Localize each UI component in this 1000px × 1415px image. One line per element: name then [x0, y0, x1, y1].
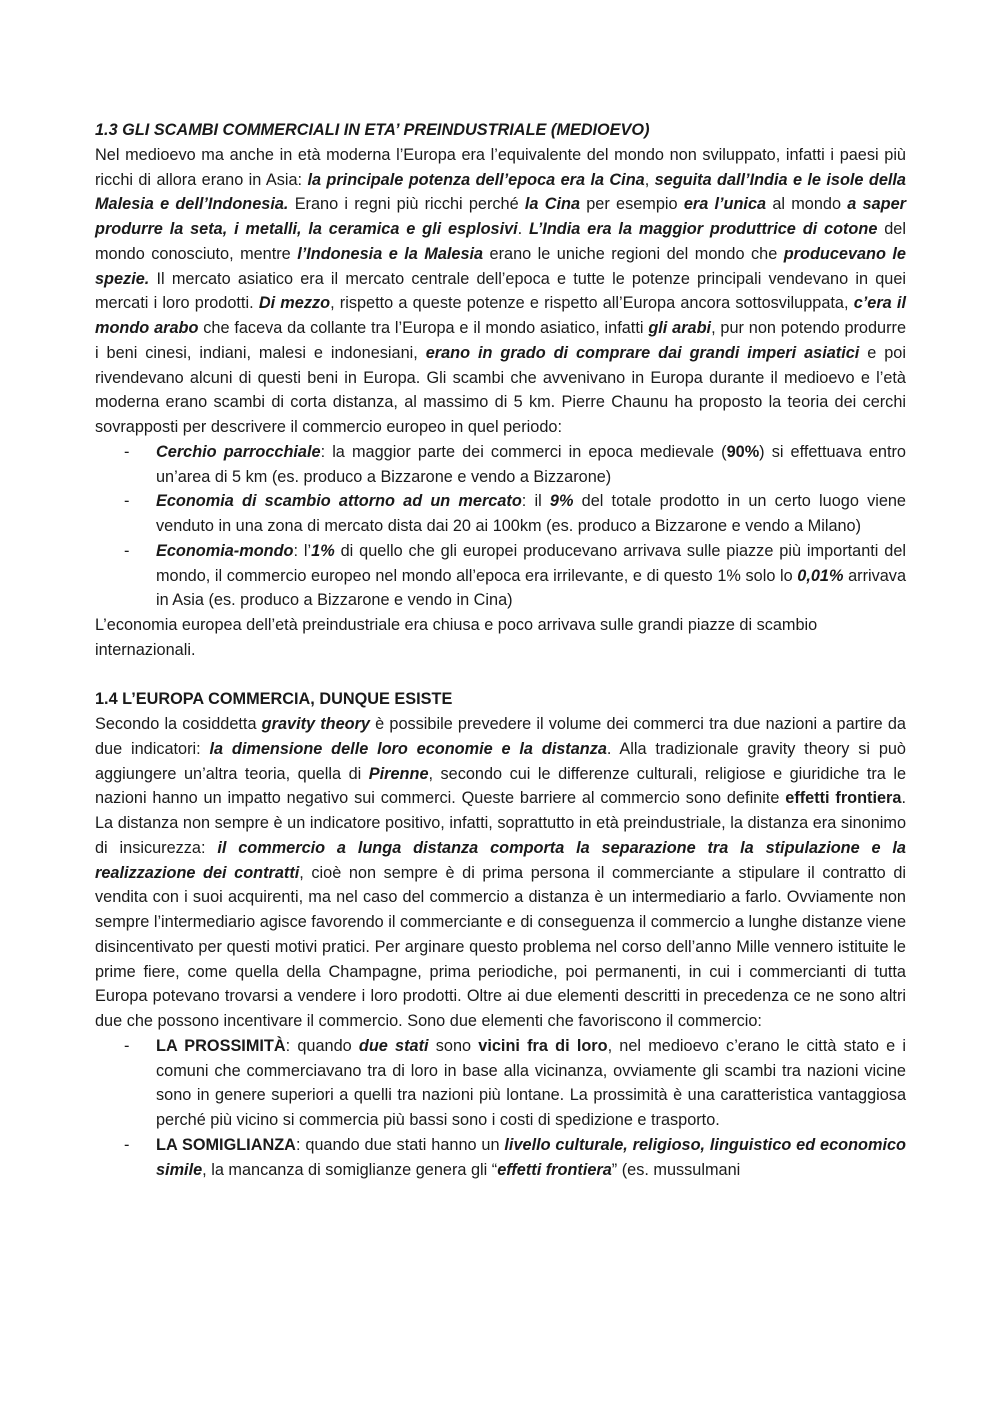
text-run: ,	[644, 170, 655, 189]
text-run: . Alla tradizionale gravity theory si può aggiungere un’altra teoria, quella di	[95, 739, 906, 783]
emphasis-run: Economia-mondo	[156, 541, 294, 560]
text-run: di quello che gli europei producevano arrivava sulle piazze più importanti del mondo, il commercio europeo nel mondo all’epoca era irrilevante, e di questo 1% solo lo	[156, 541, 907, 585]
text-run: e poi rivendevano alcuni di questi beni in Europa. Gli scambi che avvenivano in Europa durante il medioevo e l’età moderna erano scambi di corta distanza, al massimo di 5 km. Pierre Chaunu ha proposto la teoria dei cerchi sovrapposti per descrivere il commercio europeo in quel periodo:	[95, 343, 906, 436]
list-item-cerchio-parrocchiale	[95, 440, 906, 490]
emphasis-run: c’era il mondo arabo	[95, 294, 906, 337]
text-run: : quando	[285, 1036, 359, 1055]
emphasis-run: producevano le spezie.	[95, 244, 906, 288]
emphasis-run: 90%	[726, 442, 760, 461]
text-run: . La distanza non sempre è un indicatore positivo, infatti, soprattutto in età preindustriale, la distanza era sinonimo di insicurezza:	[95, 789, 906, 857]
section-1-3-paragraph	[95, 143, 906, 440]
text-run: al mondo	[766, 195, 848, 214]
emphasis-run: due stati	[358, 1036, 429, 1055]
text-run: : quando due stati hanno un	[295, 1135, 505, 1154]
text-run: del totale prodotto in un certo luogo viene venduto in una zona di mercato dista dai 20 ai 100km (es. produco a Bizzarone e vendo a Milano)	[156, 492, 906, 535]
section-1-4-paragraph	[95, 712, 906, 1034]
emphasis-run: gli arabi	[648, 319, 712, 337]
text-run: , cioè non sempre è di prima persona il commerciante a stipulare il contratto di vendita con i suoi acquirenti, ma nel caso del commercio a distanza è un intermediario a farlo. Ovviamente non sempre l’intermediario agisce favorendo il commerciante e di conseguenza il commercio a lunghe distanze viene disincentivato per questi motivi pratici. Per arginare questo problema nel corso dell’anno Mille vennero istituite le prime fiere, come quella della Champagne, prima periodiche, poi permanenti, in cui i commercianti di tutta Europa potevano trovarsi a vendere i loro prodotti. Oltre ai due elementi descritti in precedenza ce ne sono altri due che possono incentivare il commercio. Sono due elementi che favoriscono il commercio:	[95, 863, 907, 1030]
emphasis-run: LA SOMIGLIANZA	[156, 1135, 296, 1154]
section-1-3-conclusion: L’economia europea dell’età preindustriale era chiusa e poco arrivava sulle grandi piazze di scambio internazionali.	[95, 616, 818, 659]
emphasis-run: effetti frontiera	[785, 789, 902, 808]
section-1-4-list	[95, 1034, 906, 1183]
text-run: erano le uniche regioni del mondo che	[483, 244, 784, 263]
emphasis-run: Di mezzo	[258, 294, 331, 313]
emphasis-run: livello culturale, religioso, linguistico ed economico simile	[156, 1135, 906, 1179]
emphasis-run: 1%	[311, 541, 335, 560]
emphasis-run: Pirenne	[368, 764, 429, 783]
emphasis-run: la dimensione delle loro economie e la distanza	[209, 739, 607, 758]
text-run: ” (es. mussulmani	[611, 1160, 741, 1179]
text-run: , pur non potendo produrre i beni cinesi, indiani, malesi e indonesiani,	[95, 319, 906, 362]
text-run: , la mancanza di somiglianze genera gli “	[202, 1160, 498, 1179]
emphasis-run: erano in grado di comprare dai grandi imperi asiatici	[425, 343, 860, 362]
section-1-3-list	[95, 440, 906, 613]
text-run: Il mercato asiatico era il mercato centrale dell’epoca e tutte le potenze principali vendevano in quei mercati i loro prodotti.	[95, 269, 906, 313]
text-run: per esempio	[580, 195, 684, 214]
text-run: : la maggior parte dei commerci in epoca medievale (	[320, 442, 727, 461]
emphasis-run: a saper produrre la seta, i metalli, la ceramica e gli esplosivi	[95, 195, 906, 238]
emphasis-run: la Cina	[524, 195, 581, 214]
emphasis-run: effetti frontiera	[497, 1160, 612, 1179]
emphasis-run: vicini fra di loro	[478, 1036, 608, 1055]
emphasis-run: gravity theory	[261, 715, 370, 733]
text-run: .	[517, 220, 530, 238]
emphasis-run: l’Indonesia e la Malesia	[297, 244, 484, 263]
text-run: arrivava in Asia (es. produco a Bizzarone e vendo in Cina)	[156, 566, 906, 610]
emphasis-run: il commercio a lunga distanza comporta la separazione tra la stipulazione e la realizzazione dei contratti	[95, 838, 906, 882]
emphasis-run: 0,01%	[797, 566, 844, 585]
emphasis-run: 9%	[549, 492, 574, 511]
emphasis-run: L’India era la maggior produttrice di cotone	[529, 220, 878, 238]
text-run: è possibile prevedere il volume dei commerci tra due nazioni a partire da due indicatori:	[95, 715, 906, 758]
text-run: , secondo cui le differenze culturali, religiose e giuridiche tra le nazioni hanno un impatto negativo sui commerci. Queste barriere al commercio sono definite	[95, 764, 906, 808]
emphasis-run: la principale potenza dell’epoca era la Cina	[307, 170, 645, 189]
text-run: Secondo la cosiddetta	[95, 715, 262, 733]
list-item-economia-di-scambio	[95, 489, 906, 539]
text-run: : il	[521, 492, 550, 511]
emphasis-run: seguita dall’India e le isole della Malesia e dell’Indonesia.	[95, 170, 906, 214]
emphasis-run: Cerchio parrocchiale	[156, 442, 321, 461]
text-run: , nel medioevo c’erano le città stato e i comuni che commerciavano tra di loro in base alla vicinanza, ovviamente gli scambi tra nazioni vicine sono in genere superiori a quelli tra nazioni più lontane. La prossimità è una caratteristica vantaggiosa perché più vicino si commercia più bassi sono i costi di spedizione e trasporto.	[156, 1036, 907, 1129]
section-1-4-title: 1.4 L’EUROPA COMMERCIA, DUNQUE ESISTE	[95, 690, 453, 709]
text-run: del mondo conosciuto, mentre	[95, 220, 906, 263]
text-run: sono	[428, 1036, 479, 1055]
text-run: che faceva da collante tra l’Europa e il mondo asiatico, infatti	[198, 319, 649, 337]
list-item-somiglianza	[95, 1133, 906, 1183]
emphasis-run: Economia di scambio attorno ad un mercato	[156, 492, 522, 511]
list-item-prossimita	[95, 1034, 906, 1133]
emphasis-run: LA PROSSIMITÀ	[156, 1036, 286, 1055]
text-run: Nel medioevo ma anche in età moderna l’Europa era l’equivalente del mondo non sviluppato, infatti i paesi più ricchi di allora erano in Asia:	[95, 145, 906, 189]
text-run: , rispetto a queste potenze e rispetto all’Europa ancora sottosviluppata,	[330, 294, 854, 313]
emphasis-run: era l’unica	[683, 195, 767, 214]
section-1-3-title: 1.3 GLI SCAMBI COMMERCIALI IN ETA’ PREINDUSTRIALE (MEDIOEVO)	[95, 121, 650, 139]
text-run: ) si effettuava entro un’area di 5 km (es. produco a Bizzarone e vendo a Bizzarone)	[156, 442, 906, 486]
list-item-economia-mondo	[95, 539, 906, 613]
text-run: : l’	[293, 541, 312, 560]
document-page	[95, 118, 906, 1182]
text-run: Erano i regni più ricchi perché	[288, 195, 525, 214]
